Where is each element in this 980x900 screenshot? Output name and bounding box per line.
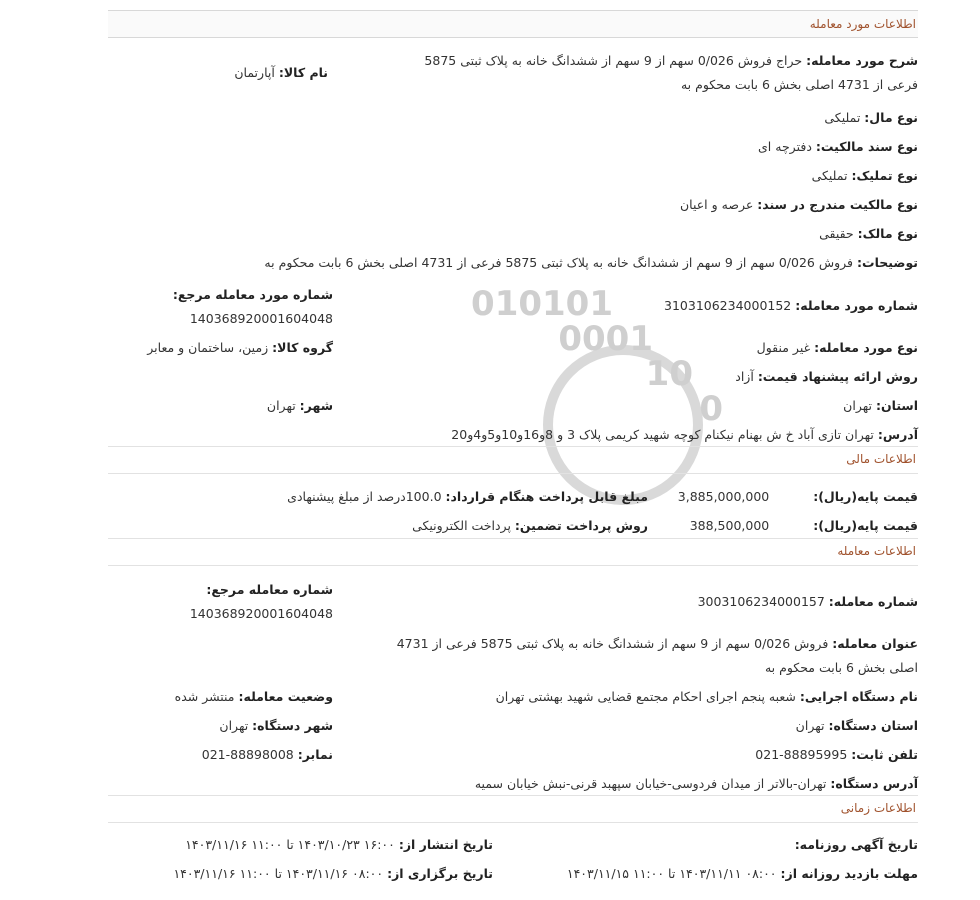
description-value: حراج فروش 0/026 سهم از 9 سهم از ششدانگ خانه به پلاک ثبتی 5875 فرعی از 4731 اصلی بخش 6 بابت محکوم به: [424, 53, 918, 92]
deal-number-label: شماره مورد معامله:: [795, 298, 918, 313]
org-address-value: تهران-بالاتر از میدان فردوسی-خیابان سپهبد قرنی-نبش خیابان سمیه: [474, 776, 827, 791]
executor-label: نام دستگاه اجرایی:: [799, 689, 918, 704]
goods-name: [234, 65, 328, 80]
section-financial-header: اطلاعات مالی: [846, 452, 916, 466]
org-city-label: شهر دستگاه:: [252, 718, 333, 733]
province-label: استان:: [875, 398, 918, 413]
watermark-digits-3: 10: [645, 354, 693, 394]
org-city-value: تهران: [219, 718, 249, 733]
contract-payment-label: مبلغ قابل پرداخت هنگام قرارداد:: [445, 489, 648, 504]
ownership-doc: [758, 139, 918, 154]
held-date: [173, 866, 493, 881]
guarantee-method-label: روش پرداخت تضمین:: [514, 518, 648, 533]
tamlik-type-label: نوع تملیک:: [851, 168, 918, 183]
deal-number-value: 3103106234000152: [664, 298, 792, 313]
section-timing-header: اطلاعات زمانی: [840, 801, 916, 815]
ref-number-value: 14036892000160​4048: [189, 311, 333, 326]
asset-type-value: تملیکی: [824, 110, 861, 125]
asset-type: [824, 110, 918, 125]
executor: [496, 689, 918, 704]
visit-date: [567, 866, 918, 881]
deal-number-2-label: شماره معامله:: [828, 594, 918, 609]
province: [843, 398, 918, 413]
owner-type: [819, 226, 918, 241]
city-label: شهر:: [299, 398, 333, 413]
deal-title-value: فروش 0/026 سهم از 9 سهم از ششدانگ خانه به پلاک ثبتی 5875 فرعی از 4731 اصلی بخش 6 بابت محکوم به: [396, 636, 918, 675]
auction-details-page: [108, 5, 918, 895]
org-province-value: تهران: [795, 718, 825, 733]
base-price-label: قیمت پایه(ریال):: [813, 489, 918, 504]
visit-date-label: مهلت بازدید روزانه از:: [780, 866, 918, 881]
held-date-label: تاریخ برگزاری از:: [387, 866, 493, 881]
notes-label: توضیحات:: [857, 255, 918, 270]
goods-name-label: نام کالا:: [278, 65, 328, 80]
publish-date-label: تاریخ انتشار از:: [398, 837, 493, 852]
tamlik-type: [812, 168, 918, 183]
org-province: [796, 718, 918, 733]
watermark-digits-2: 0001: [558, 319, 653, 359]
deal-number-2-value: 3003106234000157: [697, 594, 825, 609]
guarantee-method: [412, 518, 648, 533]
deal-status: [175, 689, 333, 704]
phone-value: 88895995-021: [755, 747, 848, 762]
address-value: تهران تازی آباد خ ش بهنام نیکنام کوچه شهید کریمی پلاک 3 و 8و16و10و5و4و20: [451, 427, 874, 442]
tamlik-type-value: تملیکی: [811, 168, 848, 183]
phone-label: تلفن ثابت:: [851, 747, 918, 762]
address-label: آدرس:: [877, 427, 918, 442]
city: [267, 398, 333, 413]
deposit: [690, 518, 918, 533]
newspaper-date-label: تاریخ آگهی روزنامه:: [794, 837, 918, 852]
asset-type-label: نوع مال:: [864, 110, 918, 125]
ownership-in-doc-value: عرصه و اعیان: [679, 197, 754, 212]
deal-title: [378, 632, 918, 680]
deal-title-label: عنوان معامله:: [832, 636, 918, 651]
section-deal-info-header: اطلاعات مورد معامله: [108, 10, 918, 38]
fax-label: نمابر:: [297, 747, 333, 762]
org-province-label: استان دستگاه:: [828, 718, 918, 733]
phone: [755, 747, 918, 762]
deal-type-value: غیر منقول: [756, 340, 811, 355]
deal-ref-value: 14036892000160​4048: [189, 606, 333, 621]
deal-ref-label: شماره معامله مرجع:: [206, 582, 333, 597]
contract-payment-value: 100.0درصد از مبلغ پیشنهادی: [287, 489, 442, 504]
deal-number-2: [698, 594, 918, 609]
deal-status-value: منتشر شده: [174, 689, 235, 704]
ownership-doc-value: دفترچه ای: [758, 139, 812, 154]
fax-value: 88898008-021: [201, 747, 294, 762]
base-price: [678, 489, 918, 504]
price-method-label: روش ارائه پیشنهاد قیمت:: [757, 369, 918, 384]
contract-payment: [287, 489, 648, 504]
goods-group-value: زمین، ساختمان و معابر: [147, 340, 269, 355]
address: [451, 427, 918, 442]
price-method-value: آزاد: [735, 369, 754, 384]
deal-type: [757, 340, 918, 355]
fax: [202, 747, 333, 762]
publish-date: [185, 837, 493, 852]
ref-number-label: شماره مورد معامله مرجع:: [172, 287, 333, 302]
held-date-value: ۰۸:۰۰ ۱۴۰۳/۱۱/۱۶ تا ۱۱:۰۰ ۱۴۰۳/۱۱/۱۶: [173, 866, 384, 881]
deposit-value: 388,500,000: [689, 518, 770, 533]
publish-date-value: ۱۶:۰۰ ۱۴۰۳/۱۰/۲۳ تا ۱۱:۰۰ ۱۴۰۳/۱۱/۱۶: [185, 837, 395, 852]
province-value: تهران: [843, 398, 872, 413]
owner-type-label: نوع مالک:: [857, 226, 918, 241]
newspaper-date: [795, 837, 918, 852]
deal-description: [398, 49, 918, 97]
org-address-label: آدرس دستگاه:: [830, 776, 918, 791]
goods-group: [147, 340, 333, 355]
visit-date-value: ۰۸:۰۰ ۱۴۰۳/۱۱/۱۱ تا ۱۱:۰۰ ۱۴۰۳/۱۱/۱۵: [566, 866, 777, 881]
deal-status-label: وضعیت معامله:: [238, 689, 333, 704]
watermark-digits-1: 010101: [471, 284, 613, 324]
notes: [264, 255, 918, 270]
guarantee-method-value: پرداخت الکترونیکی: [412, 518, 511, 533]
base-price-value: 3,885,000,000: [677, 489, 770, 504]
deal-number: [664, 298, 918, 313]
city-value: تهران: [266, 398, 296, 413]
watermark-digits-4: 0: [699, 389, 723, 429]
price-method: [735, 369, 918, 384]
goods-group-label: گروه کالا:: [272, 340, 333, 355]
executor-value: شعبه پنجم اجرای احکام مجتمع قضایی شهید بهشتی تهران: [495, 689, 796, 704]
description-label: شرح مورد معامله:: [806, 53, 918, 68]
ownership-in-doc: [680, 197, 918, 212]
deposit-label: قیمت پایه(ریال):: [813, 518, 918, 533]
org-city: [219, 718, 333, 733]
section-deal-header: اطلاعات معامله: [837, 544, 916, 558]
owner-type-value: حقیقی: [819, 226, 854, 241]
notes-value: فروش 0/026 سهم از 9 سهم از ششدانگ خانه به پلاک ثبتی 5875 فرعی از 4731 اصلی بخش 6 بابت محکوم به: [264, 255, 854, 270]
deal-type-label: نوع مورد معامله:: [814, 340, 918, 355]
ownership-doc-label: نوع سند مالکیت:: [815, 139, 918, 154]
goods-name-value: آپارتمان: [234, 65, 275, 80]
org-address: [475, 776, 918, 791]
ownership-in-doc-label: نوع مالکیت مندرج در سند:: [757, 197, 918, 212]
